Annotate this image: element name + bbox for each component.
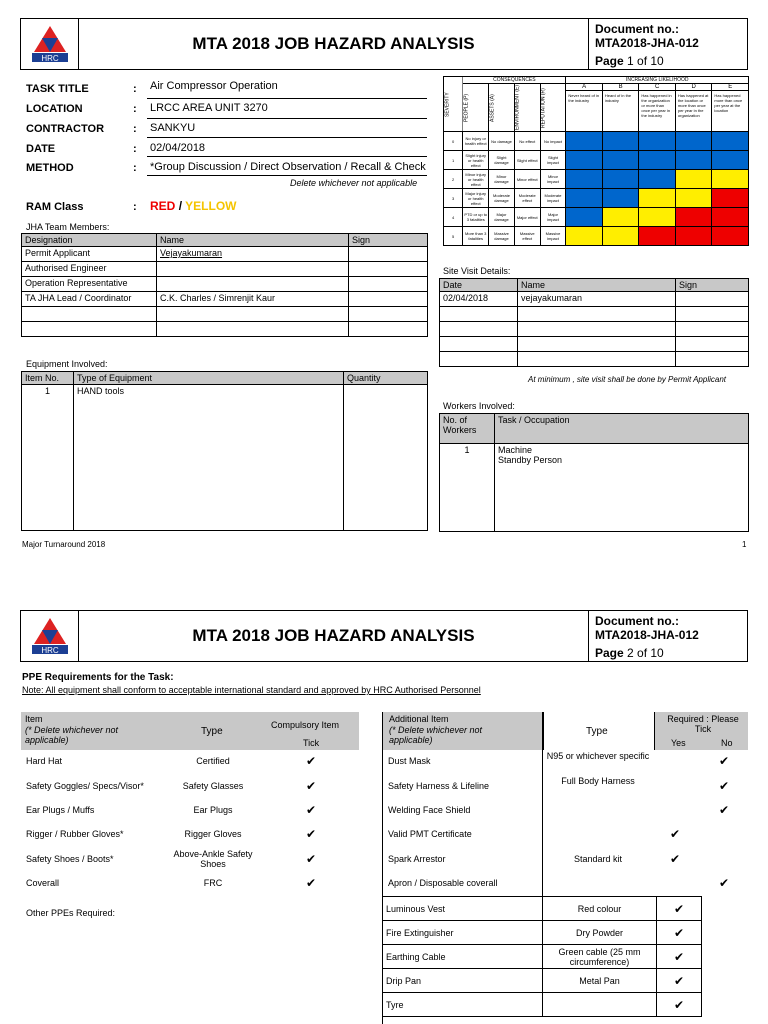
doc-info: Document no.: MTA2018-JHA-012 Page 2 of 10 xyxy=(595,614,699,660)
ram-color-cell xyxy=(566,132,603,151)
worker-row xyxy=(440,444,749,532)
workers-table xyxy=(439,413,749,532)
ram-cell: More than 3 fatalities xyxy=(463,227,489,246)
table-cell xyxy=(22,307,157,322)
ram-color-cell xyxy=(675,170,712,189)
ram-row xyxy=(444,208,749,227)
tick-icon: ✔ xyxy=(306,754,317,768)
ram-cell: No damage xyxy=(489,132,515,151)
tick-icon: ✔ xyxy=(657,993,702,1017)
ram-cell: Minor impact xyxy=(540,170,566,189)
ram-color-cell xyxy=(566,189,603,208)
ram-cell: 4 xyxy=(444,208,463,227)
ppe-item: Safety Shoes / Boots* xyxy=(26,854,114,864)
ppe-boxed-row xyxy=(383,921,702,945)
tick-icon: ✔ xyxy=(657,897,702,921)
table-cell: 1 xyxy=(22,385,74,531)
column-header: Name xyxy=(518,279,676,292)
equip-row xyxy=(22,385,428,531)
ppe-type: Standard kit xyxy=(573,854,623,864)
ppe-item: Spark Arrestor xyxy=(388,854,446,864)
ppe-type: Full Body Harness xyxy=(561,776,635,786)
table-cell xyxy=(157,277,349,292)
ram-color-cell xyxy=(712,227,749,246)
table-cell xyxy=(344,385,428,531)
table-cell: Machine Standby Person xyxy=(495,444,749,532)
ram-color-cell xyxy=(602,132,639,151)
ppe-type: Metal Pan xyxy=(543,969,657,993)
ram-row xyxy=(444,227,749,246)
ram-color-cell xyxy=(602,227,639,246)
svg-text:HRC: HRC xyxy=(40,646,59,655)
ppe-item: Safety Goggles/ Specs/Visor* xyxy=(26,781,144,791)
ppe-boxed-row xyxy=(383,993,702,1017)
table-cell xyxy=(349,292,428,307)
table-cell: C.K. Charles / Simrenjit Kaur xyxy=(157,292,349,307)
ram-color-cell xyxy=(712,170,749,189)
tick-icon: ✔ xyxy=(306,852,317,866)
method: *Group Discussion / Direct Observation / Recall & Check xyxy=(150,161,426,173)
ppe-boxed-table xyxy=(382,896,702,1017)
ram-color-cell xyxy=(639,189,676,208)
table-cell xyxy=(518,322,676,337)
ram-cell: Slight damage xyxy=(489,151,515,170)
ram-cell: Major damage xyxy=(489,208,515,227)
ppe-item: Hard Hat xyxy=(26,756,63,766)
tick-icon: ✔ xyxy=(719,803,730,817)
ram-color-cell xyxy=(639,227,676,246)
ram-cell: Minor damage xyxy=(489,170,515,189)
ram-color-cell xyxy=(675,189,712,208)
table-cell xyxy=(349,307,428,322)
column-header: Sign xyxy=(349,234,428,247)
table-cell xyxy=(157,307,349,322)
ram-color-cell xyxy=(675,227,712,246)
doc-info: Document no.: MTA2018-JHA-012 Page 1 of 10 xyxy=(595,22,699,68)
tick-icon: ✔ xyxy=(719,876,730,890)
ppe-type xyxy=(543,993,657,1017)
ram-cons-header: PEOPLE (P) xyxy=(463,84,489,132)
jha-heading: JHA Team Members: xyxy=(26,222,110,232)
ram-color-cell xyxy=(602,170,639,189)
jha-team-table xyxy=(21,233,428,337)
ram-cell: Slight injury or health effect xyxy=(463,151,489,170)
ram-cell: Slight effect xyxy=(514,151,540,170)
table-cell xyxy=(518,307,676,322)
ram-cell: 2 xyxy=(444,170,463,189)
ram-cell: Massive effect xyxy=(514,227,540,246)
ram-cell: Major injury or health effect xyxy=(463,189,489,208)
column-header: No. of Workers xyxy=(440,414,495,444)
svg-text:HRC: HRC xyxy=(40,54,59,63)
ppe-item: Ear Plugs / Muffs xyxy=(26,805,95,815)
ram-color-cell xyxy=(566,151,603,170)
ram-cell: Minor injury or health effect xyxy=(463,170,489,189)
ram-cell: Massive damage xyxy=(489,227,515,246)
ram-color-cell xyxy=(639,170,676,189)
ram-class-value: RED / YELLOW xyxy=(150,199,237,213)
ram-color-cell xyxy=(712,189,749,208)
ram-row xyxy=(444,151,749,170)
ppe-boxed-row xyxy=(383,945,702,969)
jha-row xyxy=(22,277,428,292)
hrc-logo xyxy=(21,611,79,661)
ram-color-cell xyxy=(566,208,603,227)
table-cell xyxy=(349,247,428,262)
ram-row xyxy=(444,170,749,189)
tick-icon: ✔ xyxy=(657,921,702,945)
table-cell xyxy=(349,277,428,292)
other-ppe: Other PPEs Required: xyxy=(26,908,116,918)
ppe-item: Coverall xyxy=(26,878,60,888)
ppe-type: Certified xyxy=(196,756,230,766)
table-cell: 1 xyxy=(440,444,495,532)
ram-cell: Moderate impact xyxy=(540,189,566,208)
ram-likelihood-header: D Has happened at the location or more than once per year in the organization xyxy=(675,84,712,132)
equipment-table xyxy=(21,371,428,531)
ram-cell: No effect xyxy=(514,132,540,151)
table-cell xyxy=(676,307,749,322)
table-cell xyxy=(22,322,157,337)
ppe-note: Note: All equipment shall conform to acceptable international standard and approved by HRC Authorised Personnel xyxy=(22,685,481,695)
ram-likelihood-header: A Never heard of in the industry xyxy=(566,84,603,132)
ram-cons-header: REPUTATION (R) xyxy=(540,84,566,132)
ppe-type: Ear Plugs xyxy=(193,805,233,815)
equip-heading: Equipment Involved: xyxy=(26,359,108,369)
ram-cons-header: ASSETS (A) xyxy=(489,84,515,132)
ram-color-cell xyxy=(675,208,712,227)
ram-row xyxy=(444,189,749,208)
table-cell: HAND tools xyxy=(74,385,344,531)
ppe-item: Tyre xyxy=(383,993,543,1017)
table-cell: Permit Applicant xyxy=(22,247,157,262)
ram-likelihood-header: E Has happened more than once per year at the location xyxy=(712,84,749,132)
table-cell xyxy=(676,337,749,352)
tick-icon: ✔ xyxy=(670,827,681,841)
ppe-boxed-row xyxy=(383,969,702,993)
table-cell: TA JHA Lead / Coordinator xyxy=(22,292,157,307)
ram-cell: Moderate damage xyxy=(489,189,515,208)
ram-color-cell xyxy=(566,170,603,189)
site-row xyxy=(440,322,749,337)
table-cell xyxy=(676,292,749,307)
ppe-item: Apron / Disposable coverall xyxy=(388,878,498,888)
table-cell xyxy=(349,262,428,277)
tick-icon: ✔ xyxy=(719,779,730,793)
ppe-item: Earthing Cable xyxy=(383,945,543,969)
site-row xyxy=(440,337,749,352)
location: LRCC AREA UNIT 3270 xyxy=(150,102,268,114)
ram-likelihood-header: B Heard of in the industry xyxy=(602,84,639,132)
column-header: Date xyxy=(440,279,518,292)
ram-color-cell xyxy=(639,132,676,151)
tick-icon: ✔ xyxy=(657,969,702,993)
ram-color-cell xyxy=(639,208,676,227)
ppe-type: Above-Ankle Safety Shoes xyxy=(173,849,253,869)
ram-cell: Major effect xyxy=(514,208,540,227)
jha-row xyxy=(22,247,428,262)
table-cell xyxy=(518,337,676,352)
ram-likelihood-header: C Has happened in the organization or more than once per year in the industry xyxy=(639,84,676,132)
table-cell xyxy=(676,352,749,367)
ram-color-cell xyxy=(712,208,749,227)
hrc-logo xyxy=(21,19,79,69)
ppe-item: Drip Pan xyxy=(383,969,543,993)
date: 02/04/2018 xyxy=(150,142,206,154)
doc-title: MTA 2018 JOB HAZARD ANALYSIS xyxy=(79,19,589,69)
ram-cell: No impact xyxy=(540,132,566,151)
tick-icon: ✔ xyxy=(306,779,317,793)
table-cell xyxy=(676,322,749,337)
column-header: Name xyxy=(157,234,349,247)
footer-left: Major Turnaround 2018 xyxy=(22,540,106,549)
jha-row xyxy=(22,292,428,307)
ppe-type: N95 or whichever specific xyxy=(546,751,650,761)
site-row xyxy=(440,352,749,367)
ram-cell: Massive impact xyxy=(540,227,566,246)
ram-color-cell xyxy=(602,151,639,170)
task-title: Air Compressor Operation xyxy=(150,80,278,92)
ram-cell: Moderate effect xyxy=(514,189,540,208)
ppe-heading: PPE Requirements for the Task: xyxy=(22,672,174,683)
ram-cell: 5 xyxy=(444,227,463,246)
column-header: Sign xyxy=(676,279,749,292)
tick-icon: ✔ xyxy=(306,876,317,890)
ram-cell: Major impact xyxy=(540,208,566,227)
ppe-item: Safety Harness & Lifeline xyxy=(388,781,490,791)
ppe-left-header: Item (* Delete whichever not applicable) Type Compulsory Item Tick xyxy=(21,712,359,750)
contractor: SANKYU xyxy=(150,122,196,134)
ram-cons-header: ENVIRONMENT (E) xyxy=(514,84,540,132)
ram-color-cell xyxy=(712,132,749,151)
site-row xyxy=(440,307,749,322)
column-header: Quantity xyxy=(344,372,428,385)
jha-row xyxy=(22,322,428,337)
ppe-type: FRC xyxy=(203,878,223,888)
ram-cell: Minor effect xyxy=(514,170,540,189)
ram-cell: 3 xyxy=(444,189,463,208)
ppe-type: Dry Powder xyxy=(543,921,657,945)
table-cell: vejayakumaran xyxy=(518,292,676,307)
ram-color-cell xyxy=(639,151,676,170)
ram-cell: Slight impact xyxy=(540,151,566,170)
delete-note: Delete whichever not applicable xyxy=(290,178,418,188)
ppe-item: Valid PMT Certificate xyxy=(388,829,472,839)
table-cell xyxy=(440,307,518,322)
tick-icon: ✔ xyxy=(306,803,317,817)
column-header: Item No. xyxy=(22,372,74,385)
ppe-item: Welding Face Shield xyxy=(388,805,471,815)
ppe-type: Green cable (25 mm circumference) xyxy=(543,945,657,969)
ppe-item: Luminous Vest xyxy=(383,897,543,921)
ppe-item: Fire Extinguisher xyxy=(383,921,543,945)
table-cell xyxy=(157,322,349,337)
ram-cell: 1 xyxy=(444,151,463,170)
ram-color-cell xyxy=(602,189,639,208)
ppe-type: Red colour xyxy=(543,897,657,921)
ppe-type: Safety Glasses xyxy=(182,781,244,791)
table-cell xyxy=(440,352,518,367)
site-note: At minimum , site visit shall be done by Permit Applicant xyxy=(528,375,727,384)
ram-color-cell xyxy=(675,132,712,151)
ram-row xyxy=(444,132,749,151)
ppe-item: Rigger / Rubber Gloves* xyxy=(26,829,124,839)
ram-color-cell xyxy=(712,151,749,170)
jha-row xyxy=(22,307,428,322)
ram-cell: No injury or health effect xyxy=(463,132,489,151)
ram-color-cell xyxy=(566,227,603,246)
ppe-item: Dust Mask xyxy=(388,756,431,766)
doc-title: MTA 2018 JOB HAZARD ANALYSIS xyxy=(79,611,589,661)
table-cell: Authorised Engineer xyxy=(22,262,157,277)
jha-row xyxy=(22,262,428,277)
table-cell xyxy=(157,262,349,277)
workers-heading: Workers Involved: xyxy=(443,401,515,411)
column-header: Type of Equipment xyxy=(74,372,344,385)
table-cell: Operation Representative xyxy=(22,277,157,292)
ppe-boxed-row xyxy=(383,897,702,921)
ram-matrix: SEVERITY CONSEQUENCES INCREASING LIKELIHOOD PEOPLE (P) ASSETS (A) ENVIRONMENT (E) REPUTATION (R) A Never heard of in the industry B Heard of in the industry C Has happened in the organization or more than once per year in the industry D Has happened at the location or more than once per year in the organization E Has happened more than once per year at the location 0 No injury or health effect No damage No effect No impact 1 Slight injury or health effect Slight damage Slight effect Slight impact 2 Minor injury or health effect Minor damage Minor effect Minor impact 3 Major injury or health effect Moderate damage Moderate effect Moderate impact 4 PTD or up to 3 fatalities Major damage Major effect Major impact 5 More than 3 fatalities Massive damage Massive effect Massive impact xyxy=(443,76,749,246)
ram-color-cell xyxy=(602,208,639,227)
footer-page: 1 xyxy=(742,540,747,549)
ppe-type: Rigger Gloves xyxy=(184,829,242,839)
tick-icon: ✔ xyxy=(670,852,681,866)
site-heading: Site Visit Details: xyxy=(443,266,511,276)
table-cell xyxy=(349,322,428,337)
table-cell xyxy=(440,337,518,352)
column-header: Task / Occupation xyxy=(495,414,749,444)
page1-header xyxy=(20,18,748,70)
ram-cell: PTD or up to 3 fatalities xyxy=(463,208,489,227)
site-row xyxy=(440,292,749,307)
ram-color-cell xyxy=(675,151,712,170)
table-cell: 02/04/2018 xyxy=(440,292,518,307)
table-cell xyxy=(440,322,518,337)
ppe-right-header: Additional Item (* Delete whichever not applicable) Type Required : Please Tick Yes No xyxy=(382,712,748,750)
tick-icon: ✔ xyxy=(306,827,317,841)
tick-icon: ✔ xyxy=(657,945,702,969)
ram-cell: 0 xyxy=(444,132,463,151)
column-header: Designation xyxy=(22,234,157,247)
table-cell: Vejayakumaran xyxy=(157,247,349,262)
page2-header xyxy=(20,610,748,662)
site-visit-table xyxy=(439,278,749,367)
table-cell xyxy=(518,352,676,367)
tick-icon: ✔ xyxy=(719,754,730,768)
